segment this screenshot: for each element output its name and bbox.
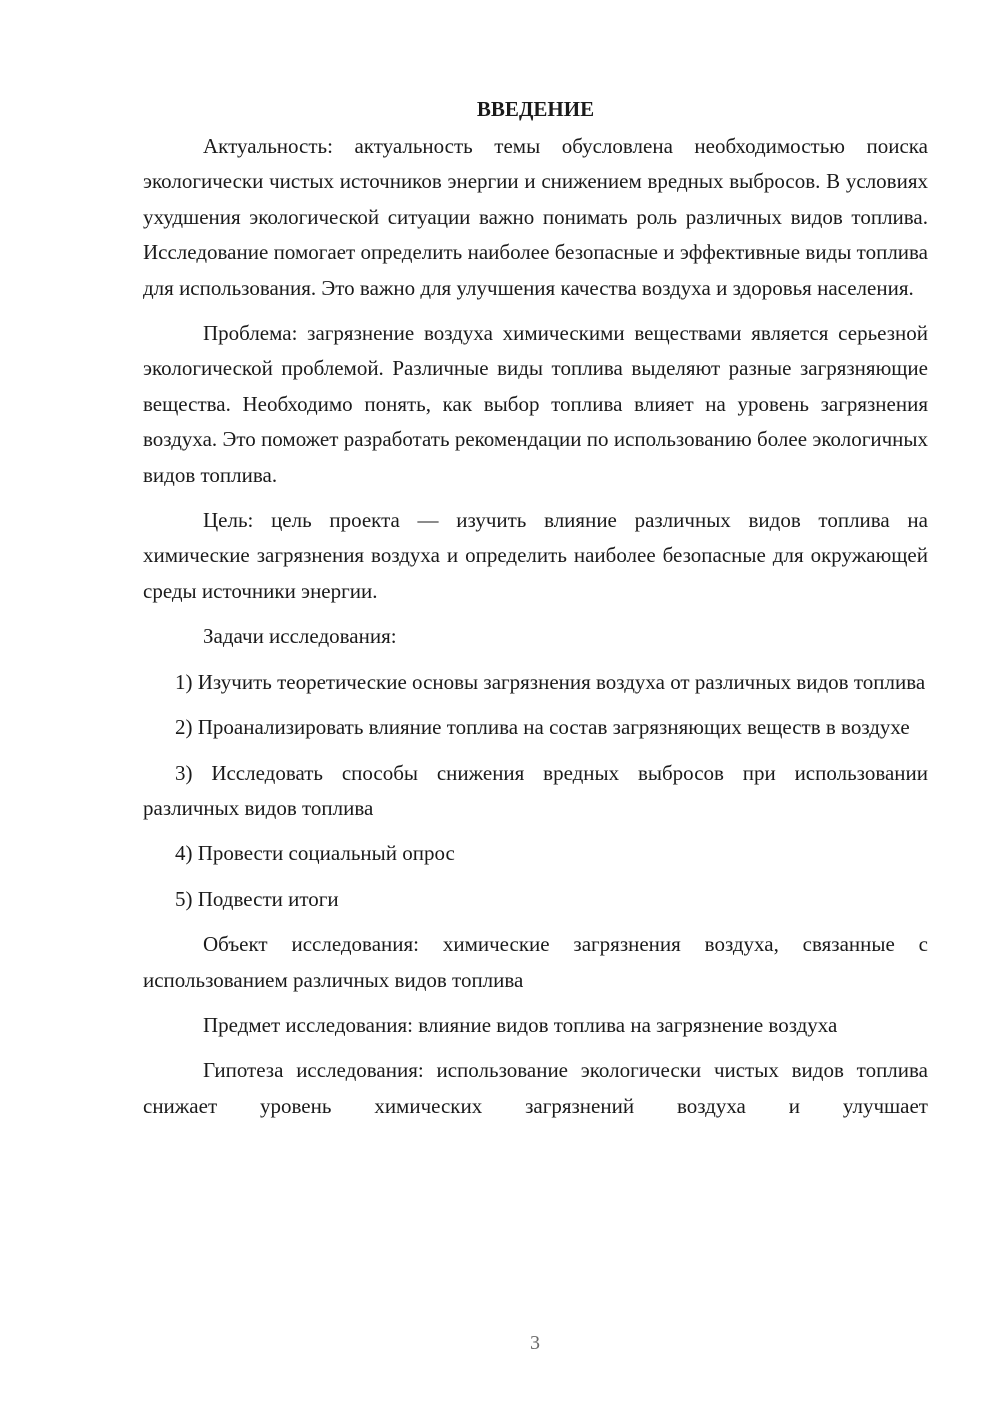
task-item-2: 2) Проанализировать влияние топлива на состав загрязняющих веществ в воздухе [175, 715, 910, 740]
task-item-3: 3) Исследовать способы снижения вредных выбросов при использовании различных видов топлива [143, 760, 928, 820]
page-number: 3 [530, 1332, 540, 1354]
paragraph-subject: Предмет исследования: влияние видов топлива на загрязнение воздуха [203, 1012, 838, 1037]
task-item-5: 5) Подвести итоги [175, 886, 339, 911]
page-body [143, 92, 928, 1124]
paragraph-hypothesis: Гипотеза исследования: использование экологически чистых видов топлива снижает уровень химических загрязнений воздуха и улучшает [143, 1058, 928, 1118]
tasks-heading: Задачи исследования: [203, 624, 397, 649]
paragraph-relevance: Актуальность: актуальность темы обусловлена необходимостью поиска экологически чистых источников энергии и снижением вредных выбросов. В условиях ухудшения экологической ситуации важно понимать роль различных видов топлива. Исследование помогает определить наиболее безопасные и эффективные виды топлива для использования. Это важно для улучшения качества воздуха и здоровья населения. [143, 134, 928, 300]
paragraph-object: Объект исследования: химические загрязнения воздуха, связанные с использованием различных видов топлива [143, 932, 928, 992]
task-item-1: 1) Изучить теоретические основы загрязнения воздуха от различных видов топлива [175, 669, 926, 694]
section-title: ВВЕДЕНИЕ [476, 97, 595, 121]
task-item-4: 4) Провести социальный опрос [175, 841, 455, 866]
paragraph-goal: Цель: цель проекта — изучить влияние различных видов топлива на химические загрязнения воздуха и определить наиболее безопасные для окружающей среды источники энергии. [143, 508, 928, 603]
paragraph-problem: Проблема: загрязнение воздуха химическими веществами является серьезной экологической проблемой. Различные виды топлива выделяют разные загрязняющие вещества. Необходимо понять, как выбор топлива влияет на уровень загрязнения воздуха. Это поможет разработать рекомендации по использованию более экологичных видов топлива. [143, 321, 928, 487]
